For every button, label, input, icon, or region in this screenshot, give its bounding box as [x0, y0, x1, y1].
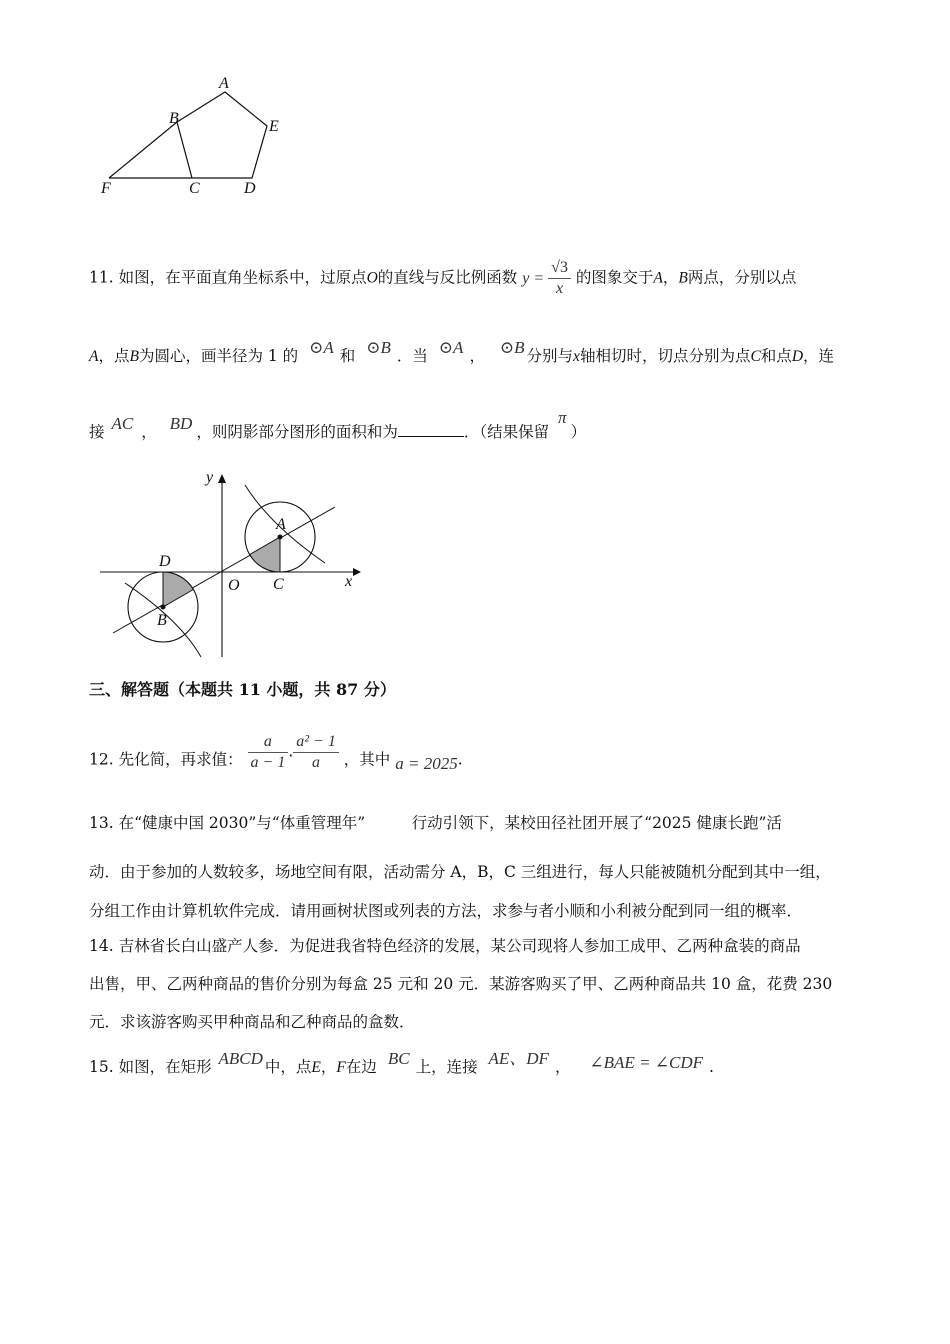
label-B: B	[157, 612, 167, 629]
q13-line1: 13. 在“健康中国 2030”与“体重管理年” 行动引领下，某校田径社团开展了“2025 健康长跑”活	[89, 814, 782, 832]
label-D: D	[159, 553, 171, 570]
label-x: x	[345, 573, 353, 590]
label-E: E	[269, 118, 279, 135]
shaded-sector-B	[163, 572, 193, 607]
label-C: C	[189, 180, 200, 197]
q15: 15. 如图，在矩形 ABCD 中，点E，F在边 BC 上，连接 AE、DF ， ∠BAE = ∠CDF .	[89, 1049, 714, 1076]
answer-blank[interactable]	[398, 422, 464, 437]
q12: 12. 先化简，再求值： $\frac{a}{a - 1}$ · $\frac{\text{a² − 1}}{a}$ ，其中 a = 2025.	[89, 733, 463, 773]
coordinate-figure	[95, 465, 375, 660]
label-C: C	[273, 576, 284, 593]
label-y: y	[206, 469, 214, 486]
label-B: B	[169, 110, 179, 127]
pentagon-shape	[177, 92, 267, 178]
point-A	[278, 535, 283, 540]
q14-line3: 元．求该游客购买甲种商品和乙种商品的盒数．	[89, 1013, 415, 1031]
shaded-sector-A	[250, 537, 280, 572]
label-A: A	[276, 516, 286, 533]
q14-line1: 14. 吉林省长白山盛产人参．为促进我省特色经济的发展，某公司现将人参加工成甲、乙两种盒装的商品	[89, 937, 801, 955]
q13-line3: 分组工作由计算机软件完成．请用画树状图或列表的方法，求参与者小顺和小利被分配到同一组的概率．	[89, 902, 803, 920]
inverse-function-formula: y = $\frac{√3}{x}$	[522, 258, 571, 299]
x-axis-arrow	[353, 568, 361, 576]
q11-line3: 接 AC ， BD ，则阴影部分图形的面积和为 ．（结果保留 π）	[89, 408, 587, 441]
line-through-origin	[113, 507, 335, 633]
q11-line2: A，点B为圆心，画半径为 1 的 ⊙A 和 ⊙B ．当 ⊙A ， ⊙B 分别与x轴相切时，切点分别为点C和点D，连	[89, 338, 835, 365]
fraction-2: $\frac{\text{a² − 1}}{a}$	[293, 732, 339, 773]
point-B	[161, 605, 166, 610]
q11-line1: 11. 如图，在平面直角坐标系中，过原点O的直线与反比例函数 y = $\frac{√3}{x}$ 的图象交于A，B两点，分别以点	[89, 259, 797, 297]
fraction-1: $\frac{a}{a - 1}$	[248, 732, 289, 773]
line-FB	[109, 122, 177, 178]
label-D: D	[244, 180, 256, 197]
q13-line2: 动．由于参加的人数较多，场地空间有限，活动需分 A，B，C 三组进行，每人只能被随机分配到其中一组，	[89, 863, 831, 881]
label-A: A	[219, 75, 229, 92]
section-title: 三、解答题（本题共 11 小题，共 87 分）	[89, 680, 396, 699]
q14-line2: 出售，甲、乙两种商品的售价分别为每盒 25 元和 20 元．某游客购买了甲、乙两种商品共 10 盒，花费 230	[89, 975, 833, 993]
pentagon-figure	[95, 70, 295, 200]
label-O: O	[228, 577, 240, 594]
label-F: F	[101, 180, 111, 197]
y-axis-arrow	[218, 474, 226, 483]
